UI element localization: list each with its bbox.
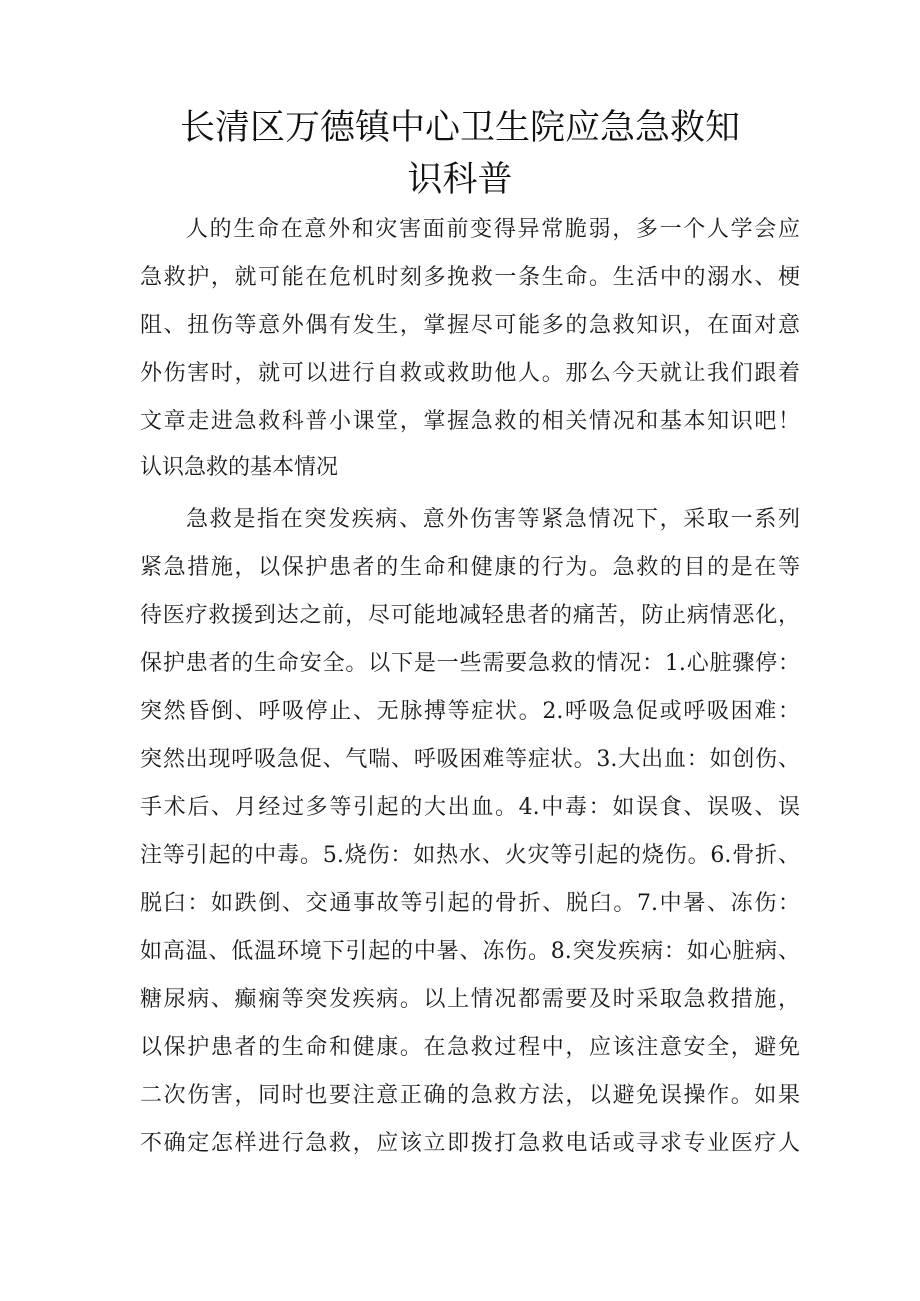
body-paragraph-line: 待医疗救援到达之前，尽可能地减轻患者的痛苦，防止病情恶化，: [140, 603, 800, 628]
body-paragraph-line: 突然昏倒、呼吸停止、无脉搏等症状。2.呼吸急促或呼吸困难：: [140, 699, 800, 724]
body-paragraph-line: 保护患者的生命安全。以下是一些需要急救的情况：1.心脏骤停：: [140, 651, 800, 676]
body-paragraph-line: 注等引起的中毒。5.烧伤：如热水、火灾等引起的烧伤。6.骨折、: [140, 843, 800, 868]
intro-paragraph-line: 阻、扭伤等意外偶有发生，掌握尽可能多的急救知识，在面对意: [140, 313, 800, 338]
intro-paragraph-line: 文章走进急救科普小课堂，掌握急救的相关情况和基本知识吧！: [140, 409, 800, 434]
body-paragraph-line: 不确定怎样进行急救，应该立即拨打急救电话或寻求专业医疗人: [140, 1131, 800, 1156]
body-paragraph-line: 糖尿病、癫痫等突发疾病。以上情况都需要及时采取急救措施，: [140, 987, 800, 1012]
intro-paragraph-line: 外伤害时，就可以进行自救或救助他人。那么今天就让我们跟着: [140, 361, 800, 386]
body-paragraph-line: 二次伤害，同时也要注意正确的急救方法，以避免误操作。如果: [140, 1083, 800, 1108]
intro-paragraph-line: 急救护，就可能在危机时刻多挽救一条生命。生活中的溺水、梗: [140, 265, 800, 290]
body-paragraph-line: 脱臼：如跌倒、交通事故等引起的骨折、脱臼。7.中暑、冻伤：: [140, 891, 800, 916]
document-title-line-2: 识科普: [407, 160, 513, 200]
body-paragraph-line: 紧急措施，以保护患者的生命和健康的行为。急救的目的是在等: [140, 555, 800, 580]
body-paragraph-line: 手术后、月经过多等引起的大出血。4.中毒：如误食、误吸、误: [140, 795, 800, 820]
document-title-line-1: 长清区万德镇中心卫生院应急急救知: [179, 108, 740, 148]
body-paragraph-line: 突然出现呼吸急促、气喘、呼吸困难等症状。3.大出血：如创伤、: [140, 747, 800, 772]
body-paragraph-line: 急救是指在突发疾病、意外伤害等紧急情况下，采取一系列: [186, 507, 800, 532]
intro-paragraph-line: 人的生命在意外和灾害面前变得异常脆弱，多一个人学会应: [186, 217, 800, 242]
body-paragraph-line: 以保护患者的生命和健康。在急救过程中，应该注意安全，避免: [140, 1035, 800, 1060]
body-paragraph-line: 如高温、低温环境下引起的中暑、冻伤。8.突发疾病：如心脏病、: [140, 939, 800, 964]
section-heading: 认识急救的基本情况: [140, 455, 339, 480]
